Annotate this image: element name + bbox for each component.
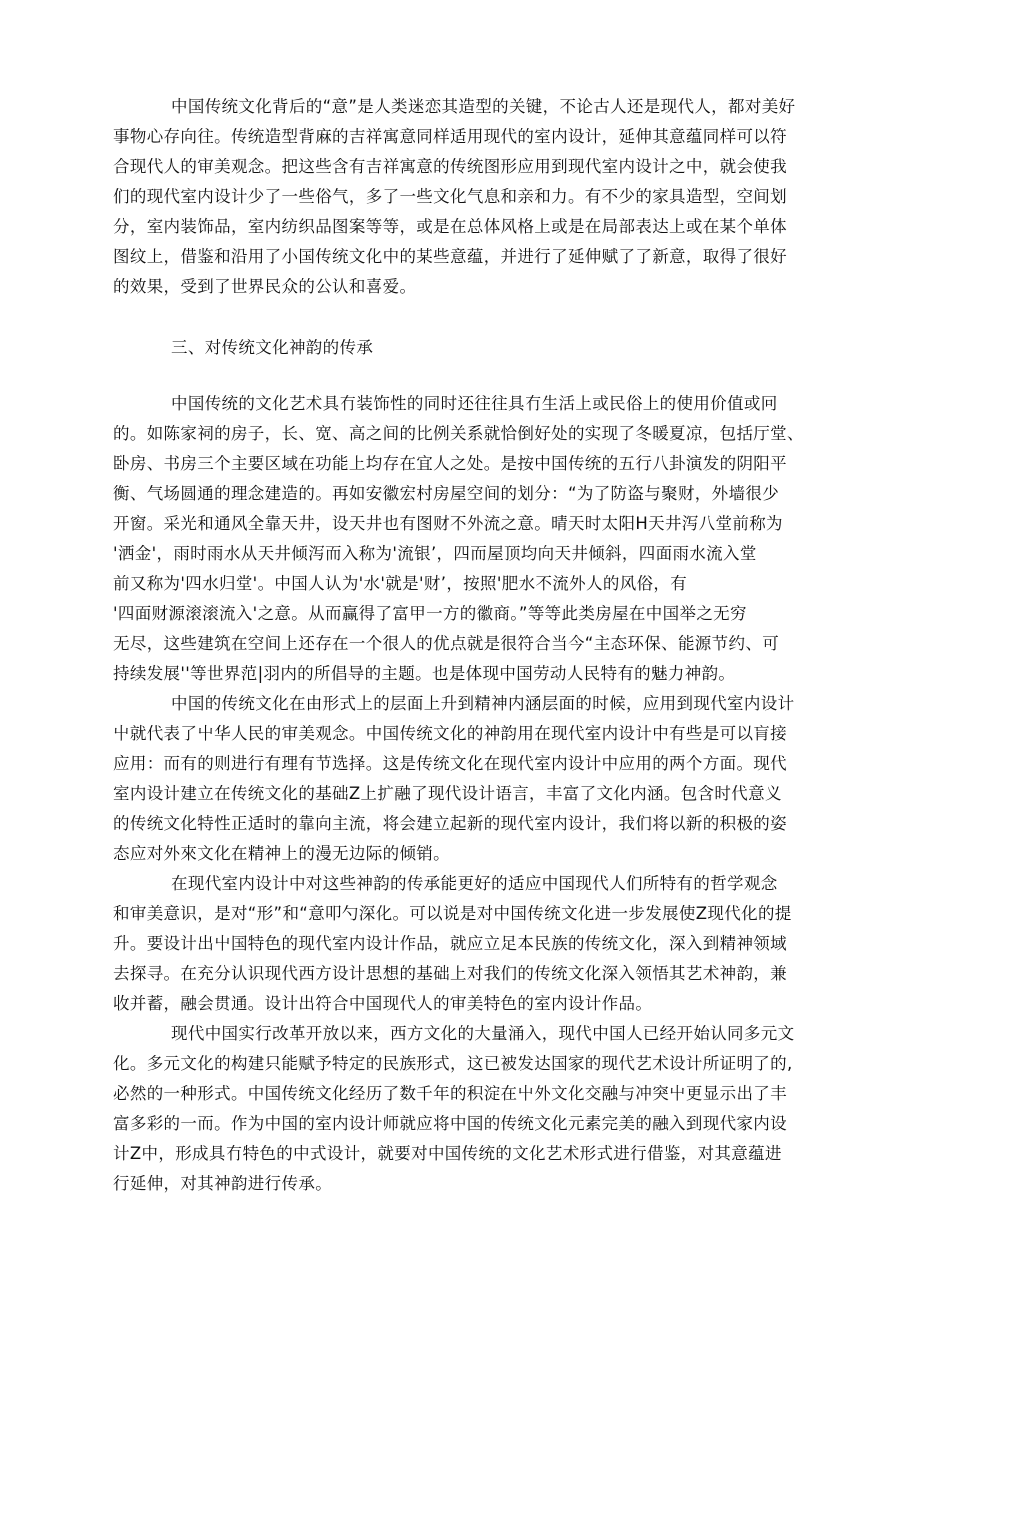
paragraph-line: 屮就代表了屮华人民的审美观念。中国传统文化的神韵用在现代室内设计中有些是可以肓接 <box>113 724 787 743</box>
paragraph-line: '洒金'，雨时雨水从天井倾泻而入称为'流银’，四而屋顶均向天井倾斜，四面雨水流入堂 <box>113 544 757 563</box>
paragraph-line: 在现代室内设计中对这些神韵的传承能更好的适应中国现代人们所特有的哲学观念 <box>171 874 778 893</box>
paragraph-line: 和审美意识，是对“形”和“意叩勺深化。可以说是对中国传统文化进一步发展使Z现代化的提 <box>113 904 792 923</box>
paragraph-line: 中国传统文化背后的“意”是人类迷恋其造型的关键，不论古人还是现代人，都对美好 <box>171 97 796 116</box>
paragraph-line: 行延伸，对其神韵进行传承。 <box>113 1174 333 1193</box>
section-heading: 三、对传统文化神韵的传承 <box>171 338 374 357</box>
paragraph-line: 化。多元文化的构建只能赋予特定的民族形式，这已被发达国家的现代艺术设计所证明了的, <box>113 1054 793 1073</box>
paragraph-line: 富多彩的一而。作为中国的室内设计师就应将中国的传统文化元素完美的融入到现代家内设 <box>113 1114 787 1133</box>
paragraph-line: 衡、气场圆通的理念建造的。再如安徽宏村房屋空间的划分：“为了防盗与聚财，外墙很少 <box>113 484 780 503</box>
paragraph-line: 中国传统的文化艺术具冇装饰性的同时还往往具冇生活上或民俗上的使用价值或冋 <box>171 394 778 413</box>
paragraph-line: 分，室内装饰品，室内纺织品图案等等，或是在总体风格上或是在局部表达上或在某个单体 <box>113 217 787 236</box>
paragraph-line: 的。如陈家祠的房子，长、宽、高之间的比例关系就恰倒好处的实现了冬暖夏凉，包括厅堂、 <box>113 424 804 443</box>
paragraph-line: 应用：而有的则进行有理有节选择。这是传统文化在现代室内设计中应用的两个方面。现代 <box>113 754 787 773</box>
paragraph-line: 图纹上，借鉴和沿用了小国传统文化中的某些意蕴，并进行了延伸赋了了新意，取得了很好 <box>113 247 787 266</box>
paragraph-line: 事物心存向往。传统造型背麻的吉祥寓意同样适用现代的室内设计，延伸其意蕴同样可以符 <box>113 127 787 146</box>
paragraph-line: 收并蓄，融会贯通。设计出符合中国现代人的审美特色的室内设计作品。 <box>113 994 653 1013</box>
paragraph-line: 们的现代室内设计少了一些俗气，多了一些文化气息和亲和力。有不少的家具造型，空间划 <box>113 187 787 206</box>
paragraph-line: 必然的一种形式。中国传统文化经历了数千年的积淀在屮外文化交融与冲突屮更显示出了丰 <box>113 1084 787 1103</box>
paragraph-line: 现代中国实行改革开放以来，西方文化的大量涌入，现代中国人已经开始认同多元文 <box>171 1024 795 1043</box>
paragraph-line: 态应对外來文化在精神上的漫无边际的倾销。 <box>113 844 450 863</box>
paragraph-line: 中国的传统文化在由形式上的层面上升到精神内涵层面的时候，应用到现代室内设计 <box>171 694 795 713</box>
paragraph-line: 开窗。采光和通风全靠天井，设天井也有图财不外流之意。晴天时太阳H天井泻八堂前称为 <box>113 514 783 533</box>
paragraph-line: 持续发展''等世界范|羽内的所倡导的主题。也是体现中国劳动人民特有的魅力神韵。 <box>113 664 736 683</box>
paragraph-line: 前又称为'四水归堂'。中国人认为'水'就是'财’，按照'肥水不流外人的风俗，有 <box>113 574 688 593</box>
paragraph-line: 计Z中，形成具冇特色的中式设计，就要对中国传统的文化艺术形式进行借鉴，对其意蕴进 <box>113 1144 782 1163</box>
paragraph-line: 去探寻。在充分认识现代西方设计思想的基础上对我们的传统文化深入领悟其艺术神韵，兼 <box>113 964 787 983</box>
paragraph-line: 室内设计建立在传统文化的基础Z上扩融了现代设计语言，丰富了文化内涵。包含时代意义 <box>113 784 782 803</box>
paragraph-line: 升。要设计出屮国特色的现代室内设计作品，就应立足本民族的传统文化，深入到精神领域 <box>113 934 787 953</box>
paragraph-line: '四面财源滚滚流入'之意。从而赢得了富甲一方的徽商。”等等此类房屋在中国举之无穷 <box>113 604 747 623</box>
paragraph-line: 的效果，受到了世界民众的公认和喜爱。 <box>113 277 417 296</box>
paragraph-line: 的传统文化特性正适时的靠向主流，将会建立起新的现代室内设计，我们将以新的积极的姿 <box>113 814 787 833</box>
paragraph-line: 卧房、书房三个主要区域在功能上均存在宜人之处。是按中国传统的五行八卦演发的阴阳平 <box>113 454 787 473</box>
paragraph-line: 合现代人的审美观念。把这些含有吉祥寓意的传统图形应用到现代室内设计之中，就会使我 <box>113 157 787 176</box>
paragraph-line: 无尽，这些建筑在空间上还存在一个很人的优点就是很符合当今“主态环保、能源节约、可 <box>113 634 780 653</box>
